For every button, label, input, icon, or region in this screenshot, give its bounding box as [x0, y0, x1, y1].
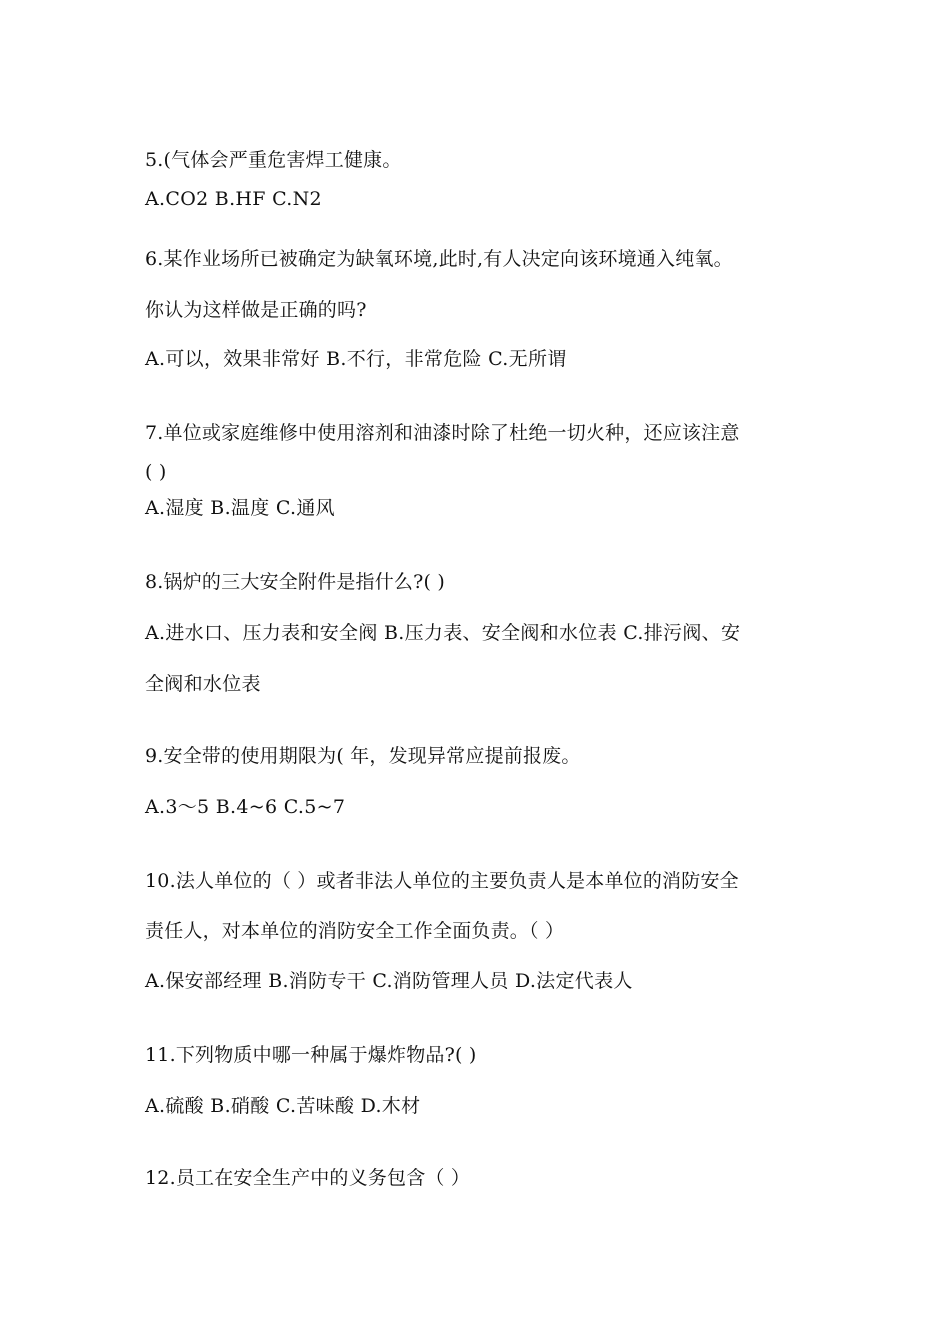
question-11-options: A.硫酸 B.硝酸 C.苦味酸 D.木材 [145, 1095, 421, 1117]
question-10-text-line-2: 责任人，对本单位的消防安全工作全面负责。（ ） [145, 920, 565, 942]
question-5-text: 5.(气体会严重危害焊工健康。 [145, 149, 402, 171]
question-12-text: 12.员工在安全生产中的义务包含（ ） [145, 1167, 471, 1189]
question-7-options: A.湿度 B.温度 C.通风 [145, 497, 335, 519]
question-8-text: 8.锅炉的三大安全附件是指什么?( ) [145, 571, 445, 593]
question-7-text-line-1: 7.单位或家庭维修中使用溶剂和油漆时除了杜绝一切火种，还应该注意 [145, 422, 740, 444]
question-10-options: A.保安部经理 B.消防专干 C.消防管理人员 D.法定代表人 [145, 970, 633, 992]
question-9-options: A.3～5 B.4~6 C.5~7 [145, 796, 346, 818]
question-8-options-line-2: 全阀和水位表 [145, 673, 261, 695]
question-10-text-line-1: 10.法人单位的（ ）或者非法人单位的主要负责人是本单位的消防安全 [145, 870, 739, 892]
question-6-options: A.可以，效果非常好 B.不行，非常危险 C.无所谓 [145, 348, 567, 370]
question-7-text-line-2: ( ) [145, 461, 167, 483]
question-6-text-line-1: 6.某作业场所已被确定为缺氧环境,此时,有人决定向该环境通入纯氧。 [145, 248, 733, 270]
question-6-text-line-2: 你认为这样做是正确的吗? [145, 299, 367, 321]
question-9-text: 9.安全带的使用期限为( 年，发现异常应提前报废。 [145, 745, 581, 767]
question-11-text: 11.下列物质中哪一种属于爆炸物品?( ) [145, 1044, 477, 1066]
question-5-options: A.CO2 B.HF C.N2 [145, 188, 322, 210]
question-8-options-line-1: A.进水口、压力表和安全阀 B.压力表、安全阀和水位表 C.排污阀、安 [145, 622, 741, 644]
